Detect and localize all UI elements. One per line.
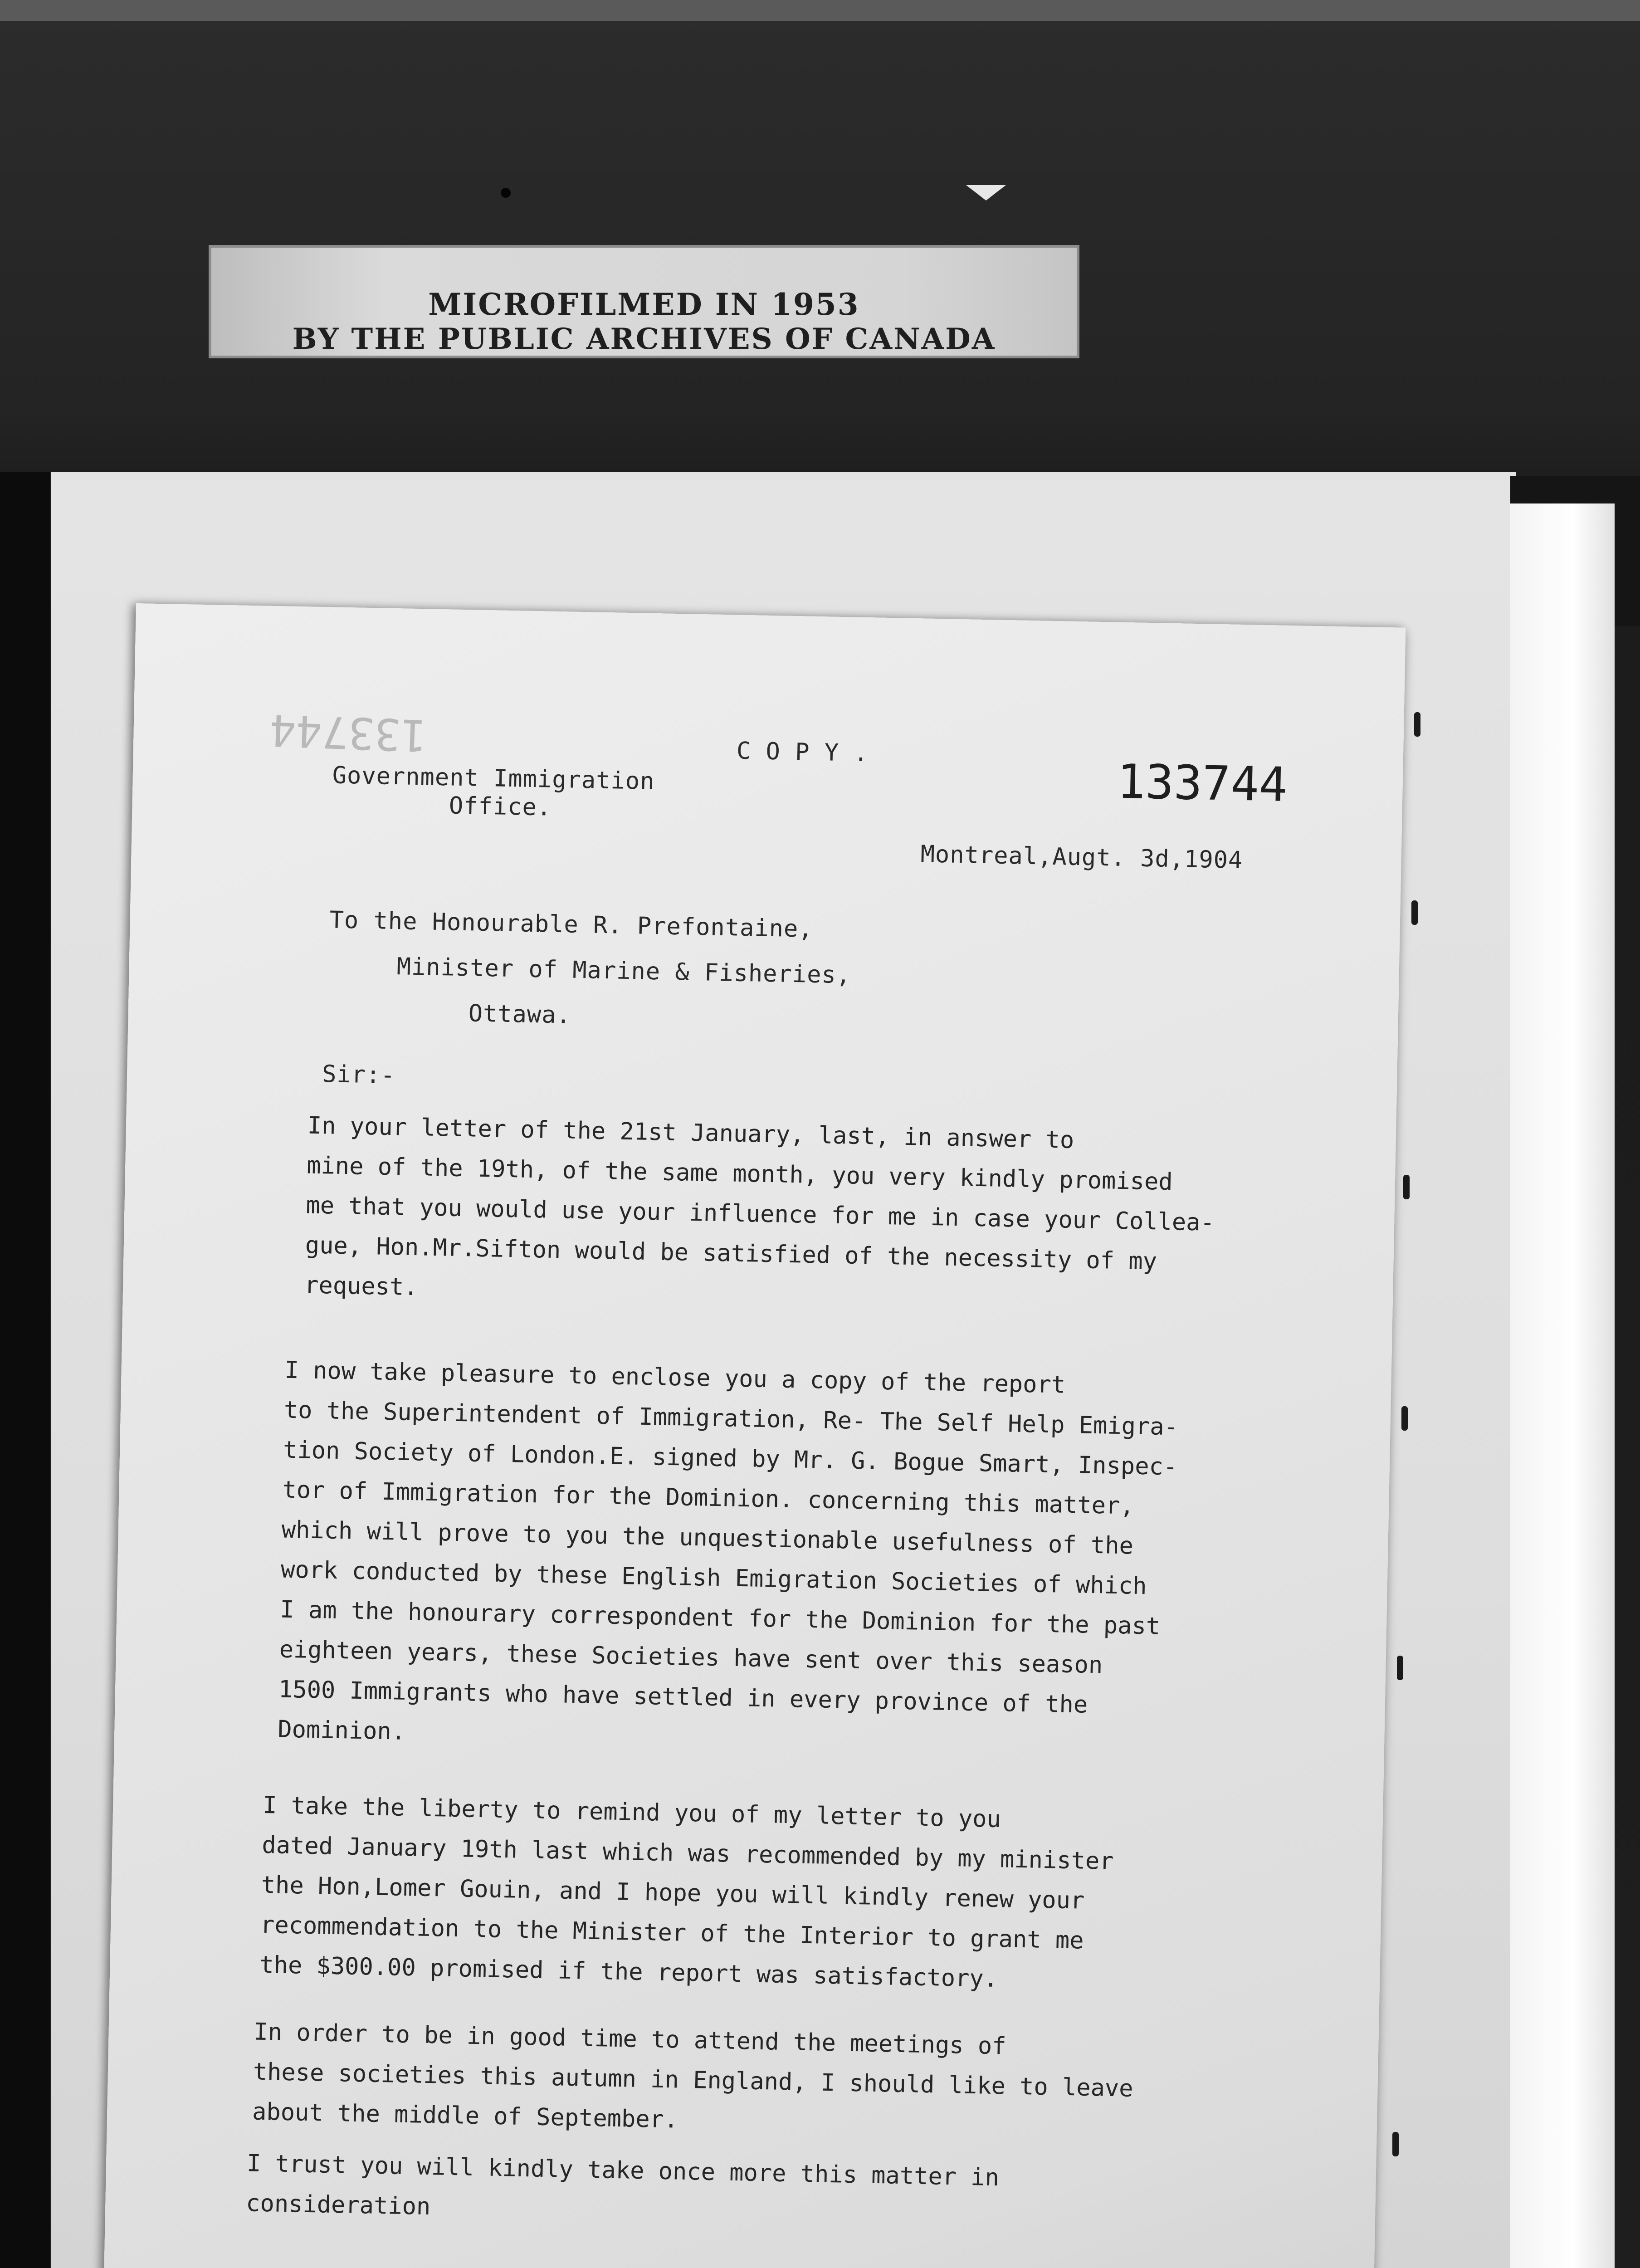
place-date: Montreal,Augt. 3d,1904 <box>920 841 1243 874</box>
faded-reverse-number: 133744 <box>268 704 428 761</box>
copy-mark: C O P Y . <box>736 737 869 767</box>
recipient-city: Ottawa. <box>468 1000 571 1029</box>
letter-paragraph: I trust you will kindly take once more this matter in consideration <box>245 2150 1000 2221</box>
film-dot-mark <box>501 188 511 198</box>
letter-sheet <box>99 603 1406 2268</box>
microfilm-label-card <box>209 245 1079 358</box>
film-top-strip <box>0 0 1640 21</box>
binding-tick <box>1414 712 1420 737</box>
recipient-title: Minister of Marine & Fisheries, <box>396 953 851 989</box>
letter-paragraph: In order to be in good time to attend the meetings of these societies this autumn in England, I should like to leave about the middle of September. <box>252 2018 1134 2134</box>
document-number: 133744 <box>1116 753 1288 812</box>
microfilm-label-line1: MICROFILMED IN 1953 <box>428 287 860 322</box>
binding-tick <box>1403 1175 1410 1199</box>
mount-right-flap <box>1510 503 1615 2268</box>
binding-tick <box>1411 900 1418 925</box>
film-left-edge <box>0 472 50 2268</box>
microfilm-label-line2: BY THE PUBLIC ARCHIVES OF CANADA <box>292 322 996 356</box>
binding-tick <box>1397 1656 1403 1680</box>
binding-tick <box>1401 1406 1408 1431</box>
sender-office: Government Immigration Office. <box>332 762 655 821</box>
recipient-name: To the Honourable R. Prefontaine, <box>329 906 814 943</box>
letter-paragraph: In your letter of the 21st January, last, in answer to mine of the 19th, of the same month, you very kindly promised me that you would use your influence for me in case your Collea- gue, Hon.Mr.Sifton would be satisfied of the necessity of my request. <box>304 1112 1215 1301</box>
binding-tick <box>1392 2132 1399 2156</box>
salutation: Sir:- <box>322 1061 396 1090</box>
letter-paragraph: I take the liberty to remind you of my letter to you dated January 19th last which was recommended by my minister the Hon,Lomer Gouin, and I hope you will kindly renew your recommendation to the Minister of the Interior to grant me the $300.00 promised if the report was satisfactory. <box>259 1791 1114 1993</box>
letter-paragraph: I now take pleasure to enclose you a copy of the report to the Superintendent of Immigration, Re- The Self Help Emigra- tion Society of London.E. signed by Mr. G. Bogue Smart, Inspec- tor of Immigration for the Dominion. concerning this matter, which will prove to you the unquestionable usefulness of the work conducted by these English Emigration Societies of which I am the honourary correspondent for the Dominion for the past eighteen years, these Societies have sent over this season 1500 Immigrants who have settled in every province of the Dominion. <box>277 1356 1179 1745</box>
frame-arrow-marker <box>966 185 1006 200</box>
